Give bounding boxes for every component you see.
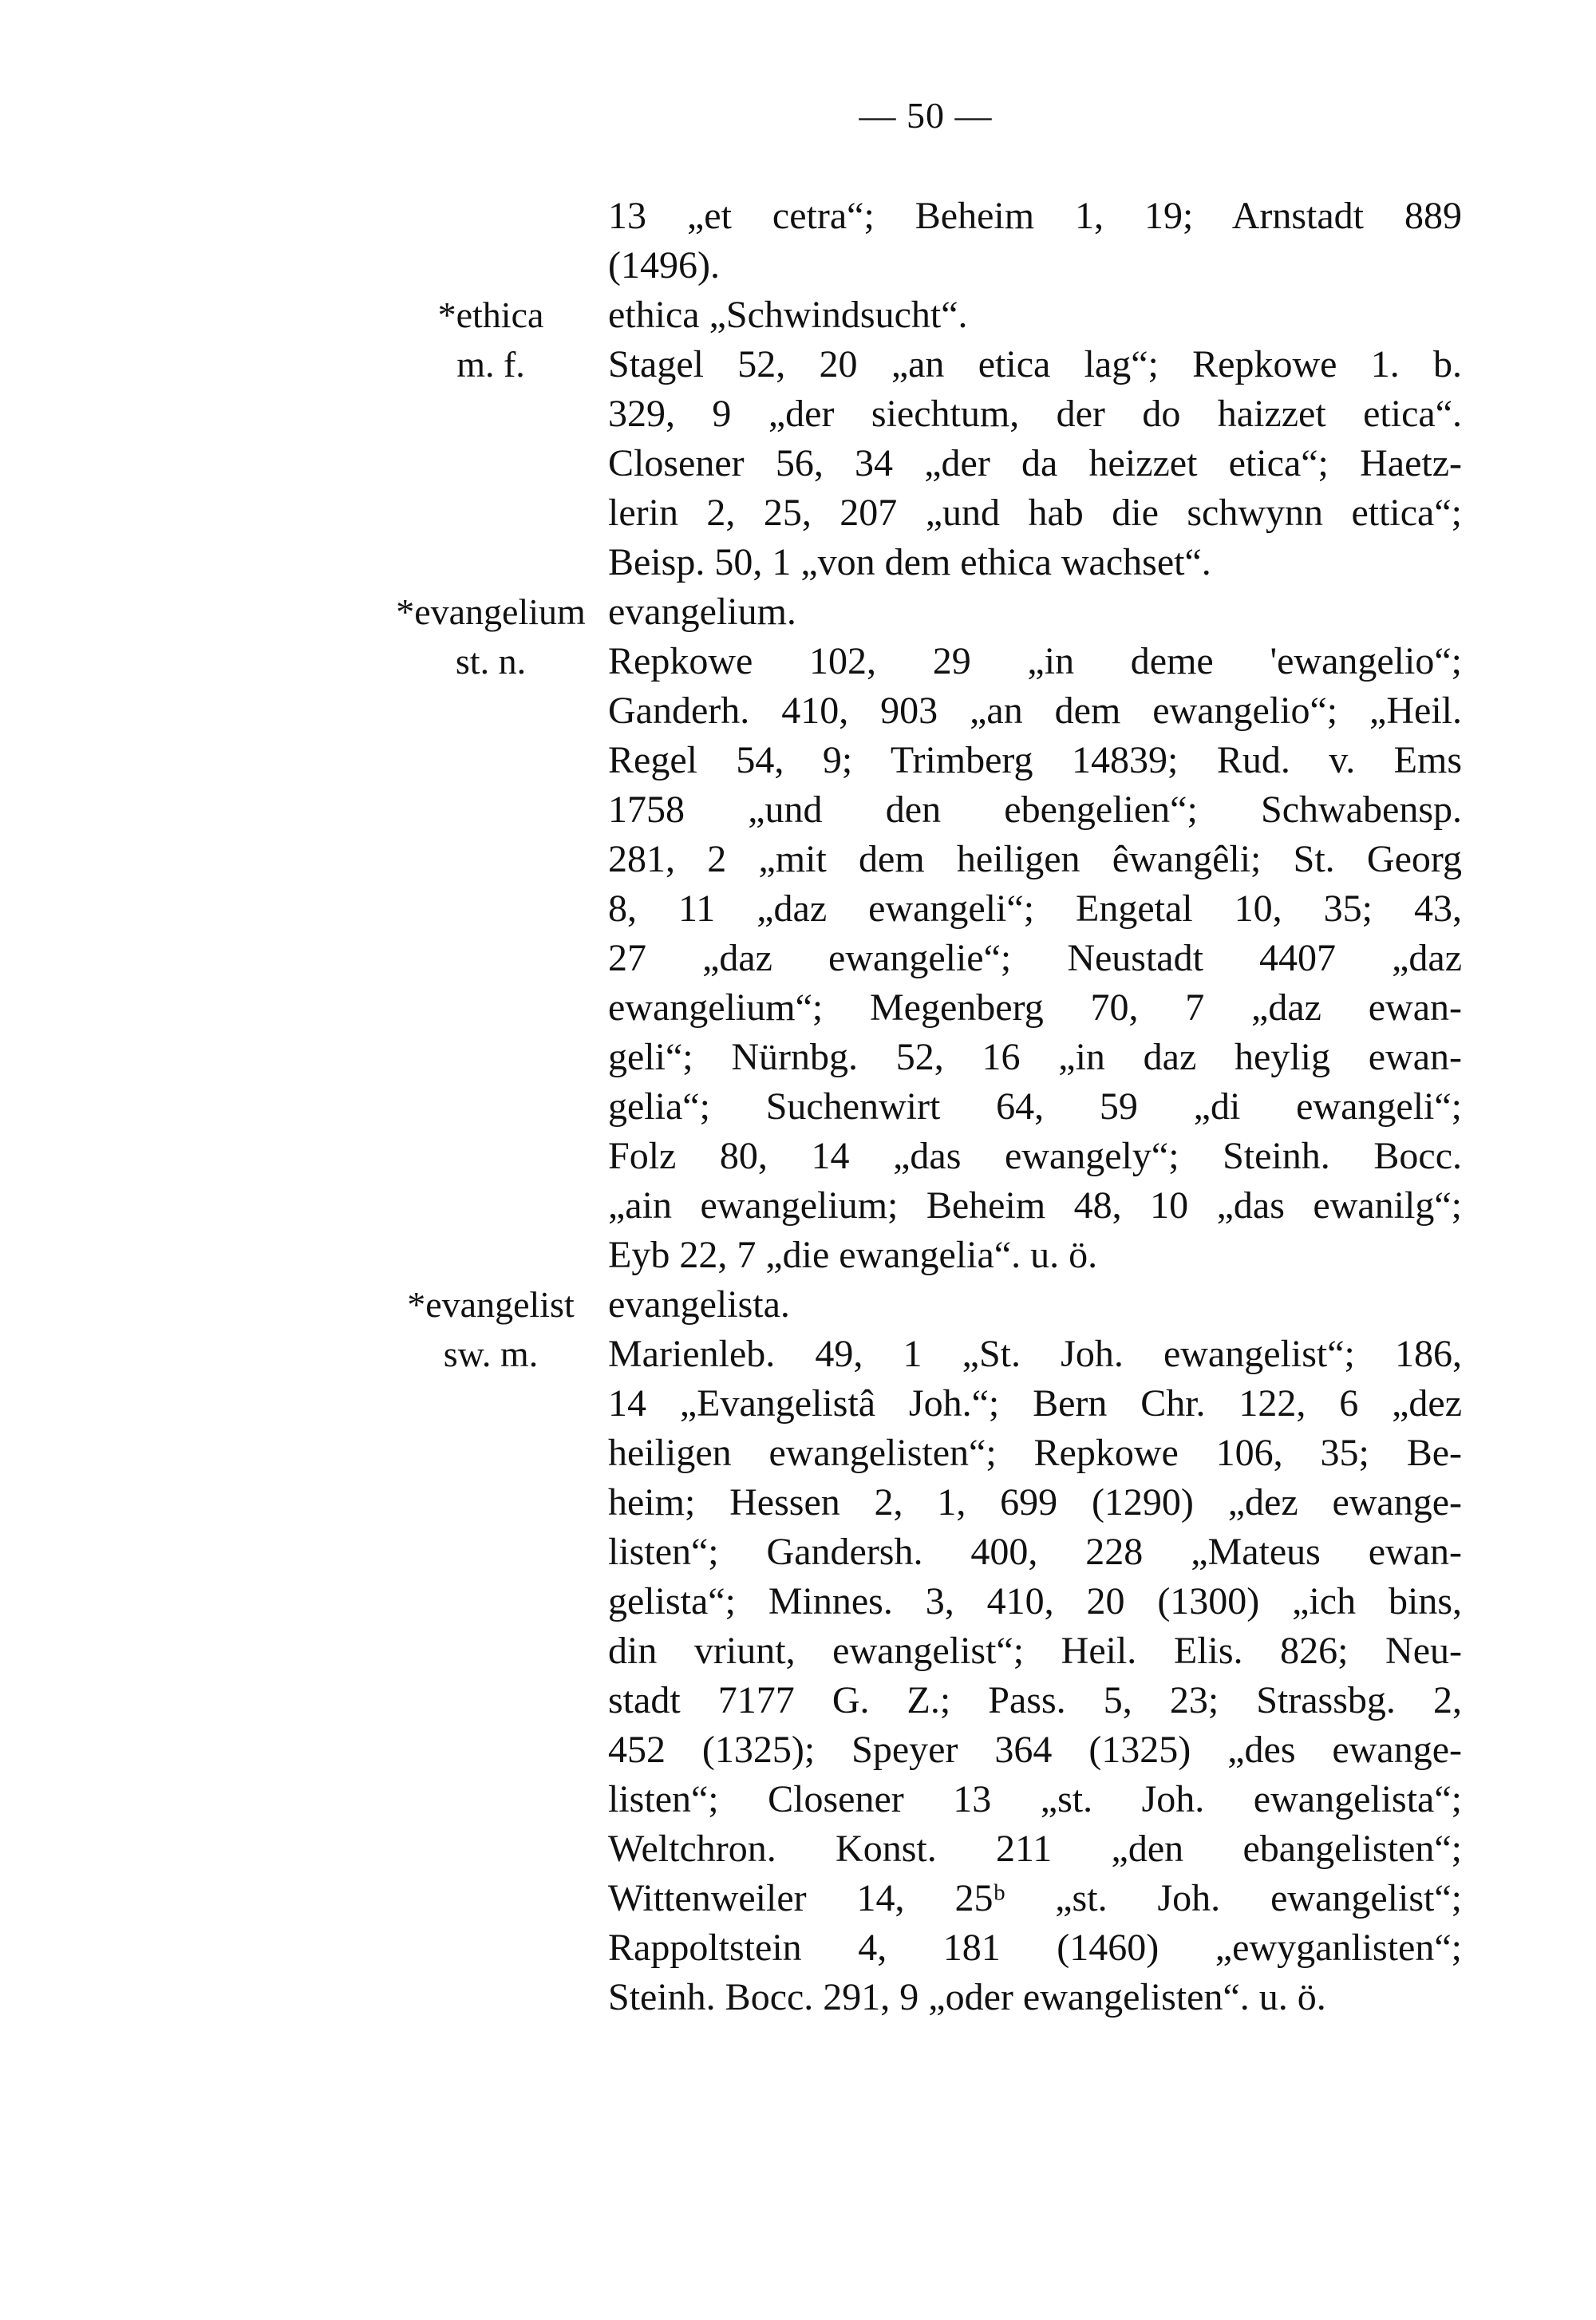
text-line: Marienleb. 49, 1 „St. Joh. ewangelist“; 186, xyxy=(608,1333,1462,1375)
headword: *evangelium xyxy=(396,591,586,632)
text-line: lerin 2, 25, 207 „und hab die schwynn ettica“; xyxy=(608,492,1462,534)
text-line: Folz 80, 14 „das ewangely“; Steinh. Bocc. xyxy=(608,1135,1462,1177)
text-line: 27 „daz ewangelie“; Neustadt 4407 „daz xyxy=(608,937,1462,979)
page-number: — 50 — xyxy=(859,95,993,136)
text-line: Regel 54, 9; Trimberg 14839; Rud. v. Ems xyxy=(608,739,1462,781)
text-line: geli“; Nürnbg. 52, 16 „in daz heylig ewan- xyxy=(608,1036,1462,1078)
text-line: Weltchron. Konst. 211 „den ebangelisten“; xyxy=(608,1828,1462,1870)
text-line: Eyb 22, 7 „die ewangelia“. u. ö. xyxy=(608,1234,1098,1276)
text-line: listen“; Gandersh. 400, 228 „Mateus ewan- xyxy=(608,1531,1462,1573)
text-line: ethica „Schwindsucht“. xyxy=(608,294,968,336)
text-line: stadt 7177 G. Z.; Pass. 5, 23; Strassbg. 2, xyxy=(608,1679,1462,1721)
headword: *evangelist xyxy=(407,1284,575,1325)
text-line: din vriunt, ewangelist“; Heil. Elis. 826; Neu- xyxy=(608,1630,1462,1672)
text-line: Stagel 52, 20 „an etica lag“; Repkowe 1. b. xyxy=(608,343,1462,385)
text-line: gelista“; Minnes. 3, 410, 20 (1300) „ich bins, xyxy=(608,1580,1462,1622)
headword: *ethica xyxy=(437,294,544,335)
text-line: ewangelium“; Megenberg 70, 7 „daz ewan- xyxy=(608,986,1462,1029)
text-line: evangelista. xyxy=(608,1283,790,1326)
text-line: 14 „Evangelistâ Joh.“; Bern Chr. 122, 6 „dez xyxy=(608,1382,1462,1425)
entry-body xyxy=(608,587,1462,1280)
text-line: Ganderh. 410, 903 „an dem ewangelio“; „Heil. xyxy=(608,690,1462,732)
text-line: gelia“; Suchenwirt 64, 59 „di ewangeli“; xyxy=(608,1085,1462,1128)
text-line: „ain ewangelium; Beheim 48, 10 „das ewanilg“; xyxy=(608,1184,1462,1227)
text-line: 452 (1325); Speyer 364 (1325) „des ewange- xyxy=(608,1729,1462,1771)
text-line: 8, 11 „daz ewangeli“; Engetal 10, 35; 43, xyxy=(608,887,1462,930)
text-line: Wittenweiler 14, 25ᵇ „st. Joh. ewangelist“; xyxy=(608,1877,1462,1919)
text-line: evangelium. xyxy=(608,591,796,633)
continuation-text xyxy=(608,192,1462,290)
entry-body xyxy=(608,1280,1462,2022)
entry-body xyxy=(608,290,1462,587)
text-line: 13 „et cetra“; Beheim 1, 19; Arnstadt 889 xyxy=(608,195,1462,237)
text-line: heim; Hessen 2, 1, 699 (1290) „dez ewange- xyxy=(608,1481,1462,1524)
text-line: 329, 9 „der siechtum, der do haizzet etica“. xyxy=(608,393,1462,435)
text-line: 1758 „und den ebengelien“; Schwabensp. xyxy=(608,788,1462,831)
grammar-label: sw. m. xyxy=(443,1334,539,1374)
text-line: Repkowe 102, 29 „in deme 'ewangelio“; xyxy=(608,640,1462,682)
text-line: Rappoltstein 4, 181 (1460) „ewyganlisten“; xyxy=(608,1927,1462,1969)
text-line: Steinh. Bocc. 291, 9 „oder ewangelisten“. u. ö. xyxy=(608,1976,1326,2018)
text-line: 281, 2 „mit dem heiligen êwangêli; St. Georg xyxy=(608,838,1462,880)
text-line: (1496). xyxy=(608,244,720,287)
text-line: Closener 56, 34 „der da heizzet etica“; Haetz- xyxy=(608,442,1462,484)
text-line: heiligen ewangelisten“; Repkowe 106, 35; Be- xyxy=(608,1432,1462,1474)
text-line: Beisp. 50, 1 „von dem ethica wachset“. xyxy=(608,541,1211,583)
grammar-label: st. n. xyxy=(455,641,527,682)
grammar-label: m. f. xyxy=(456,344,525,385)
text-line: listen“; Closener 13 „st. Joh. ewangelista“; xyxy=(608,1778,1462,1820)
